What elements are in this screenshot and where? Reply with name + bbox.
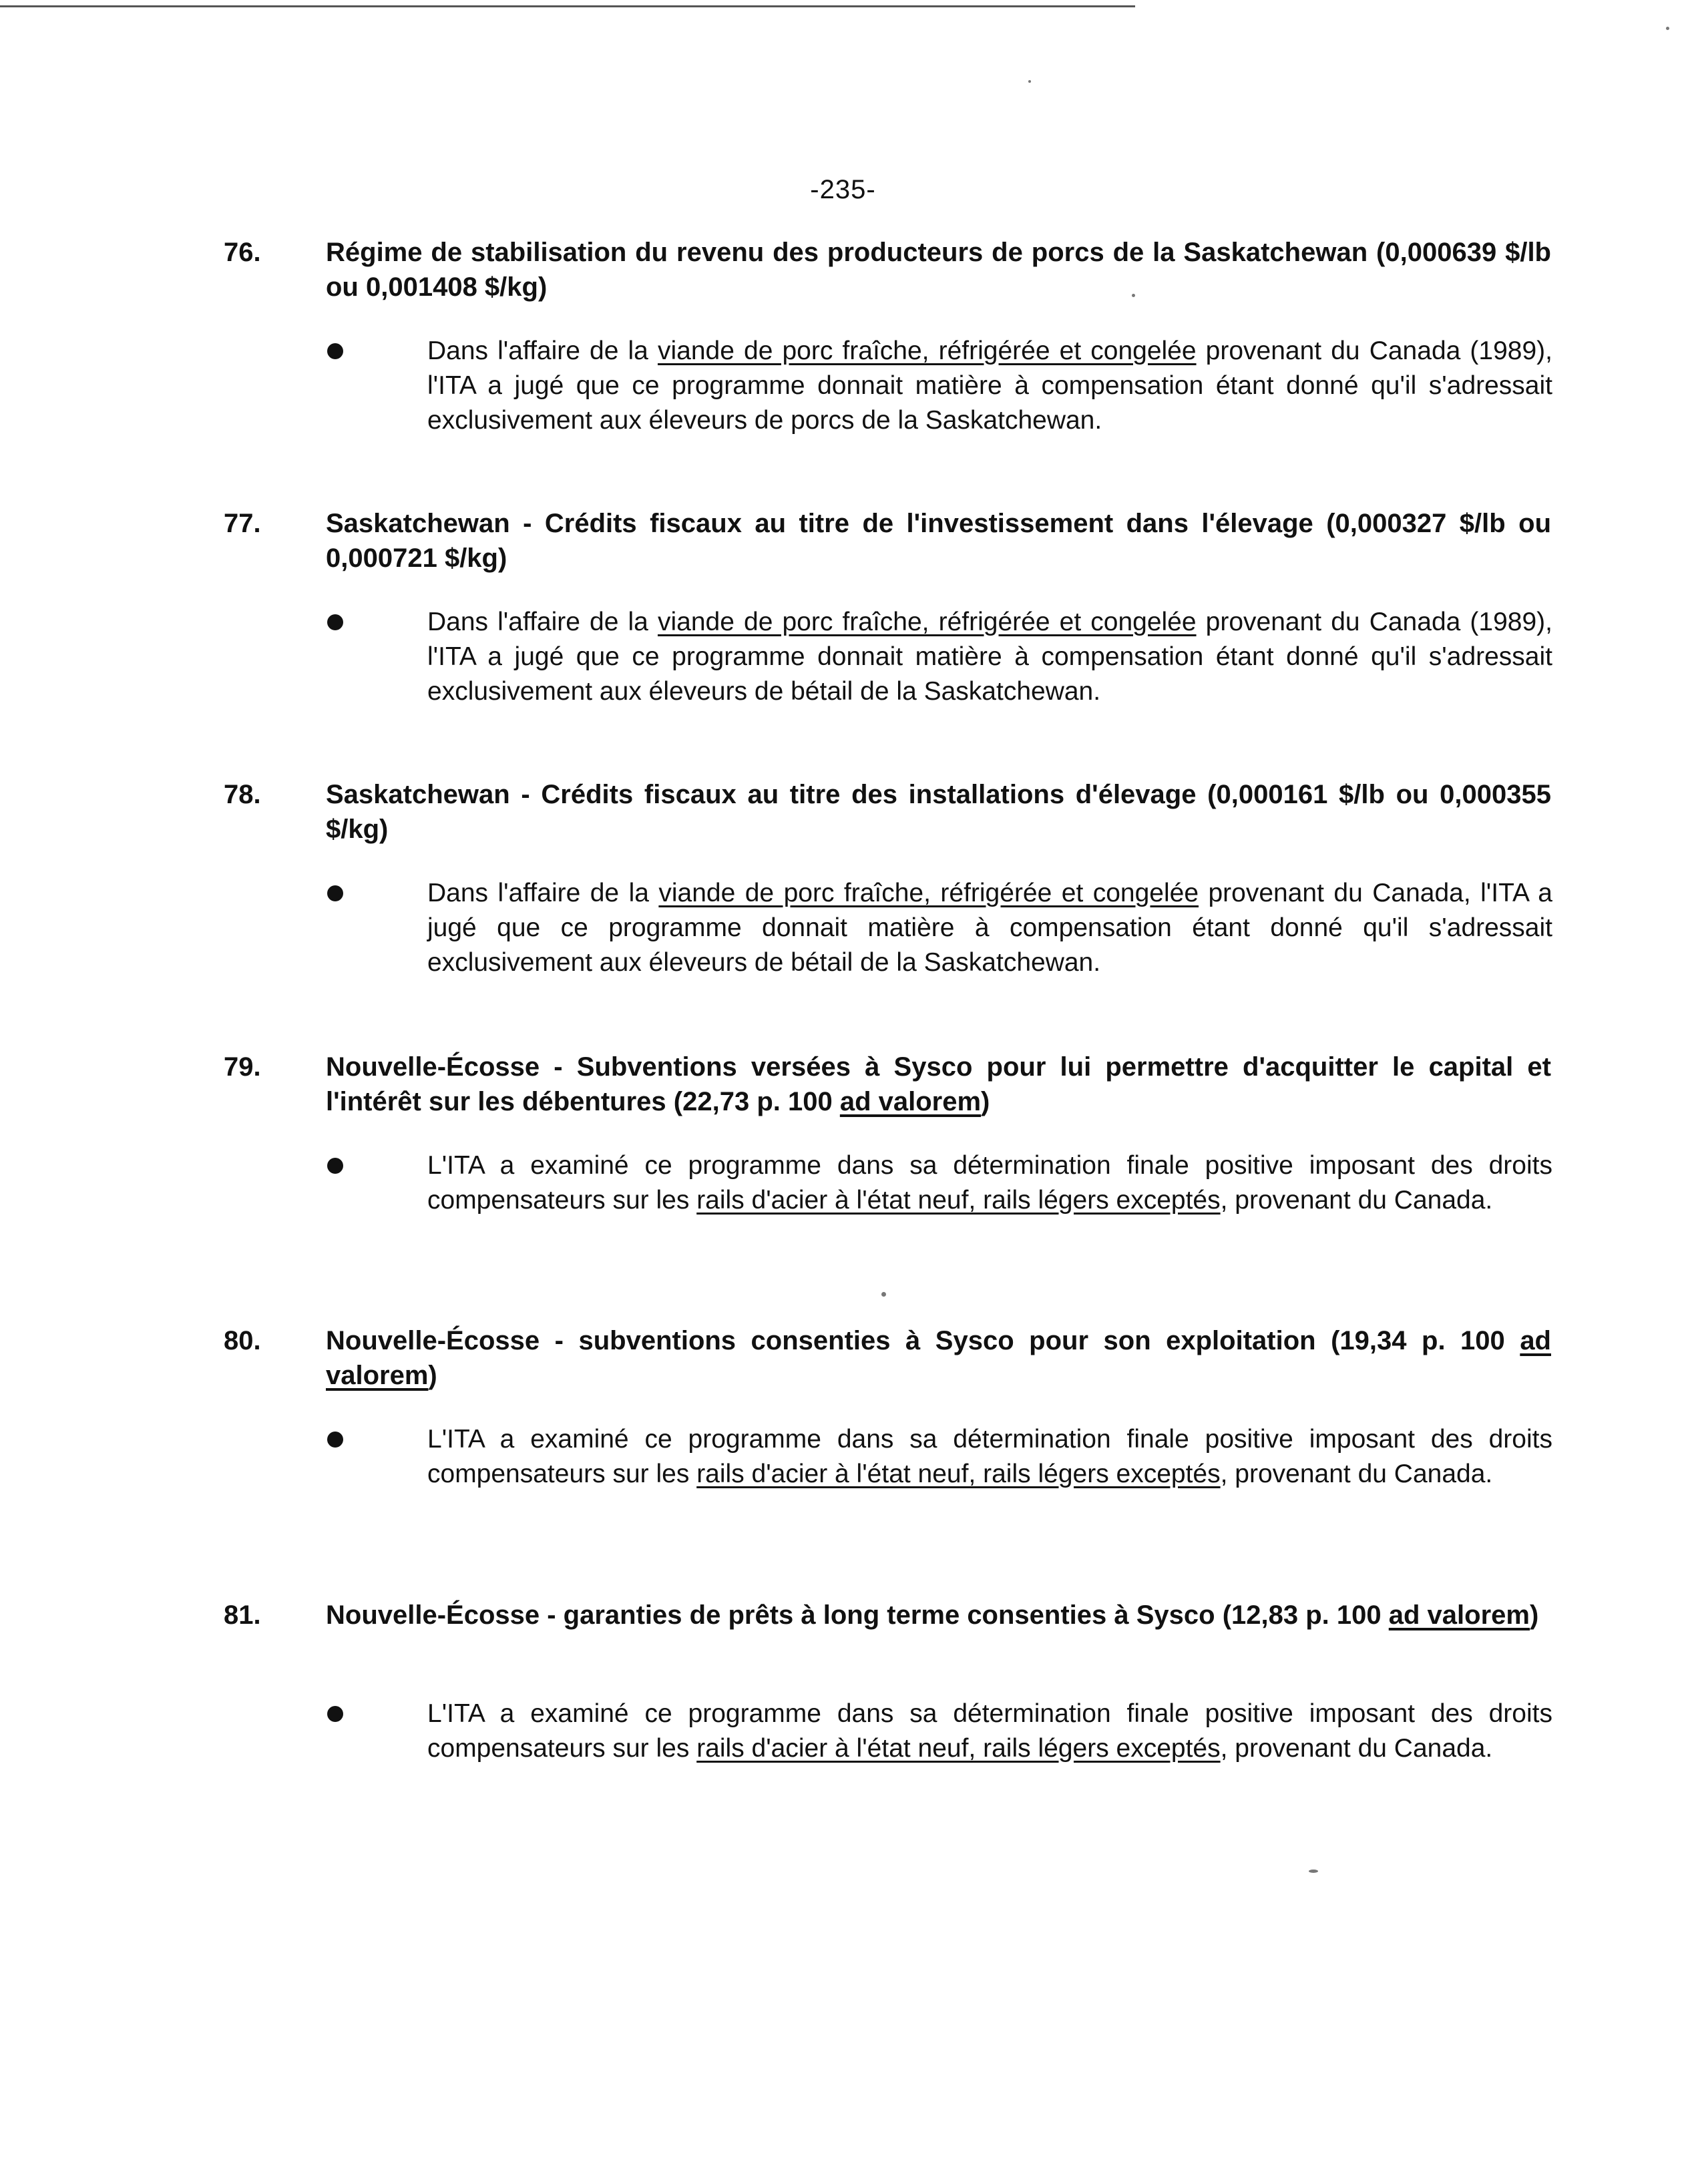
scan-speck <box>1309 1870 1318 1873</box>
bullet-text: Dans l'affaire de la viande de porc fraîche, réfrigérée et congelée provenant du Canada, l'ITA a jugé que ce programme donnait matière à compensation étant donné qu'il s'adressait exclusivement aux éleveurs de bétail de la Saskatchewan. <box>427 879 1552 977</box>
case-name: viande de porc fraîche, réfrigérée et congelée <box>657 608 1197 636</box>
bullet-text: Dans l'affaire de la viande de porc fraîche, réfrigérée et congelée provenant du Canada (1989), l'ITA a jugé que ce programme donnait matière à compensation étant donné qu'il s'adressait exclusivement aux éleveurs de porcs de la Saskatchewan. <box>427 337 1552 435</box>
item-number: 78. <box>224 780 261 809</box>
case-name: viande de porc fraîche, réfrigérée et congelée <box>657 337 1197 365</box>
item-title: Saskatchewan - Crédits fiscaux au titre des installations d'élevage (0,000161 $/lb ou 0,000355 $/kg) <box>326 780 1551 844</box>
item-number: 81. <box>224 1600 261 1630</box>
item-number: 76. <box>224 238 261 267</box>
bullet-icon <box>327 885 343 901</box>
item-title: Régime de stabilisation du revenu des producteurs de porcs de la Saskatchewan (0,000639 $/lb ou 0,001408 $/kg) <box>326 238 1551 302</box>
item-title: Nouvelle-Écosse - subventions consenties à Sysco pour son exploitation (19,34 p. 100 ad valorem) <box>326 1326 1551 1390</box>
bullet-text: L'ITA a examiné ce programme dans sa détermination finale positive imposant des droits compensateurs sur les rails d'acier à l'état neuf, rails légers exceptés, provenant du Canada. <box>427 1699 1552 1763</box>
bullet-icon <box>327 1706 343 1722</box>
scan-speck <box>1028 80 1031 83</box>
ad-valorem-term: ad valorem <box>839 1087 982 1116</box>
scan-speck <box>881 1292 886 1297</box>
item-number: 79. <box>224 1052 261 1082</box>
ad-valorem-term: ad valorem <box>326 1326 1551 1390</box>
product-name: rails d'acier à l'état neuf, rails légers exceptés <box>696 1460 1221 1488</box>
scan-speck <box>1666 27 1669 30</box>
case-name: viande de porc fraîche, réfrigérée et congelée <box>658 879 1199 907</box>
item-title: Nouvelle-Écosse - garanties de prêts à long terme consenties à Sysco (12,83 p. 100 ad valorem) <box>326 1600 1539 1630</box>
bullet-icon <box>327 614 343 630</box>
product-name: rails d'acier à l'état neuf, rails légers exceptés <box>696 1186 1221 1215</box>
scan-speck <box>1132 294 1135 297</box>
item-number: 80. <box>224 1326 261 1355</box>
product-name: rails d'acier à l'état neuf, rails légers exceptés <box>696 1734 1221 1763</box>
bullet-icon <box>327 1432 343 1448</box>
bullet-icon <box>327 1158 343 1174</box>
bullet-text: L'ITA a examiné ce programme dans sa détermination finale positive imposant des droits compensateurs sur les rails d'acier à l'état neuf, rails légers exceptés, provenant du Canada. <box>427 1425 1552 1488</box>
ad-valorem-term: ad valorem <box>1388 1600 1530 1630</box>
bullet-icon <box>327 343 343 359</box>
item-title: Saskatchewan - Crédits fiscaux au titre de l'investissement dans l'élevage (0,000327 $/lb ou 0,000721 $/kg) <box>326 509 1551 573</box>
page-number: -235- <box>810 175 876 204</box>
bullet-text: Dans l'affaire de la viande de porc fraîche, réfrigérée et congelée provenant du Canada (1989), l'ITA a jugé que ce programme donnait matière à compensation étant donné qu'il s'adressait exclusivement aux éleveurs de bétail de la Saskatchewan. <box>427 608 1552 706</box>
scan-top-rule <box>0 5 1135 7</box>
item-title: Nouvelle-Écosse - Subventions versées à Sysco pour lui permettre d'acquitter le capital et l'intérêt sur les débentures (22,73 p. 100 ad valorem) <box>326 1052 1551 1116</box>
bullet-text: L'ITA a examiné ce programme dans sa détermination finale positive imposant des droits compensateurs sur les rails d'acier à l'état neuf, rails légers exceptés, provenant du Canada. <box>427 1151 1552 1215</box>
item-number: 77. <box>224 509 261 538</box>
